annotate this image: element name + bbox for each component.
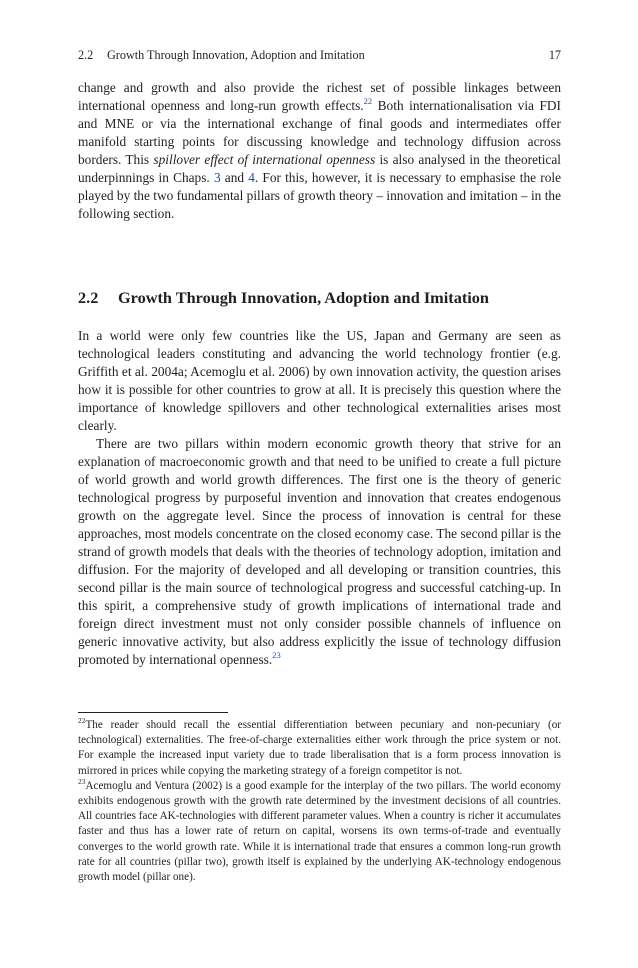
footnote-22	[78, 718, 561, 779]
section-heading-number: 2.2	[78, 288, 99, 307]
intro-and-word: and	[220, 170, 249, 185]
footnote-23-mark: 23	[78, 776, 86, 786]
section-heading	[78, 288, 561, 308]
running-header-section-number: 2.2	[78, 48, 94, 62]
footnote-ref-22[interactable]: 22	[363, 96, 373, 106]
intro-text-2: Both internationalisation via FDI and MNE or via the international exchange of final goods and intermediates offer manifold starting points for discussing knowledge and technology diffusion across borders. This	[78, 98, 561, 167]
footnote-22-mark: 22	[78, 716, 86, 725]
footnote-22-text: The reader should recall the essential differentiation between pecuniary and non-pecuniary (or technological) externalities. The free-of-charge externalities either work through the price system or not. For example the increased input variety due to trade liberalisation that is a form process innovation is mirrored in prices while copying the marketing strategy of a foreign competitor is not.	[78, 719, 561, 777]
footnote-23-text: Acemoglu and Ventura (2002) is a good example for the interplay of the two pillars. The world economy exhibits endogenous growth with the growth rate determined by the investment decisions of all countries. All countries face AK-technologies with different parameter values. When a country is richer it accumulates faster and thus has a lower rate of return on capital, worsens its own terms-of-trade and eventually converges to the world growth rate. While it is international trade that ensures a common long-run growth rate for all countries (pillar two), growth itself is explained by the underlying AK-technology endogenous growth model (pillar one).	[78, 779, 561, 884]
chapter-link-3[interactable]: 3	[213, 170, 221, 185]
footnote-separator	[78, 712, 228, 713]
running-header	[78, 46, 561, 64]
running-header-title	[78, 46, 365, 64]
section-paragraph-1: In a world were only few countries like the US, Japan and Germany are seen as technological leaders constituting and advancing the world technology frontier (e.g. Griffith et al. 2004a; Acemoglu et al. 2006) by own innovation activity, the question arises how it is possible for other countries to grow at all. It is precisely this question where the importance of knowledge spillovers and other technological externalities arises most clearly.	[78, 328, 561, 433]
intro-italic-phrase: spillover effect of international openness	[153, 152, 376, 167]
footnotes	[78, 718, 561, 885]
intro-paragraph	[78, 79, 561, 223]
section-body	[78, 327, 561, 669]
page-number: 17	[548, 48, 561, 62]
footnote-23	[78, 776, 561, 885]
intro-text-3: is also analysed in the theoretical underpinnings in Chaps.	[78, 152, 561, 185]
section-heading-title: Growth Through Innovation, Adoption and Imitation	[118, 288, 489, 307]
section-paragraph-2-text: There are two pillars within modern economic growth theory that strive for an explanation of macroeconomic growth and that need to be unified to create a full picture of world growth and world growth differences. The first one is the theory of generic technological progress by purposeful invention and innovation that creates endogenous growth on the aggregate level. Since the process of innovation is central for these approaches, most models concentrate on the closed economy case. The second pillar is the strand of growth models that deals with the theories of technology adoption, imitation and diffusion. For the majority of developed and all developing or transition countries, this second pillar is the main source of technological progress and successful catching-up. In this spirit, a comprehensive study of growth implications of international trade and foreign direct investment must not only consider possible channels of influence on generic innovative activity, but also address explicitly the issue of technology diffusion promoted by international openness.	[78, 436, 561, 667]
running-header-section-title: Growth Through Innovation, Adoption and Imitation	[107, 48, 365, 62]
intro-text-1: change and growth and also provide the richest set of possible linkages between international openness and long-run growth effects.	[78, 80, 561, 113]
intro-paragraph-block	[78, 79, 561, 223]
section-paragraph-2	[78, 435, 561, 669]
chapter-link-4[interactable]: 4	[248, 170, 255, 185]
footnote-ref-23[interactable]: 23	[272, 650, 281, 660]
intro-text-4: . For this, however, it is necessary to emphasise the role played by the two fundamental pillars of growth theory – innovation and imitation – in the following section.	[78, 170, 561, 221]
